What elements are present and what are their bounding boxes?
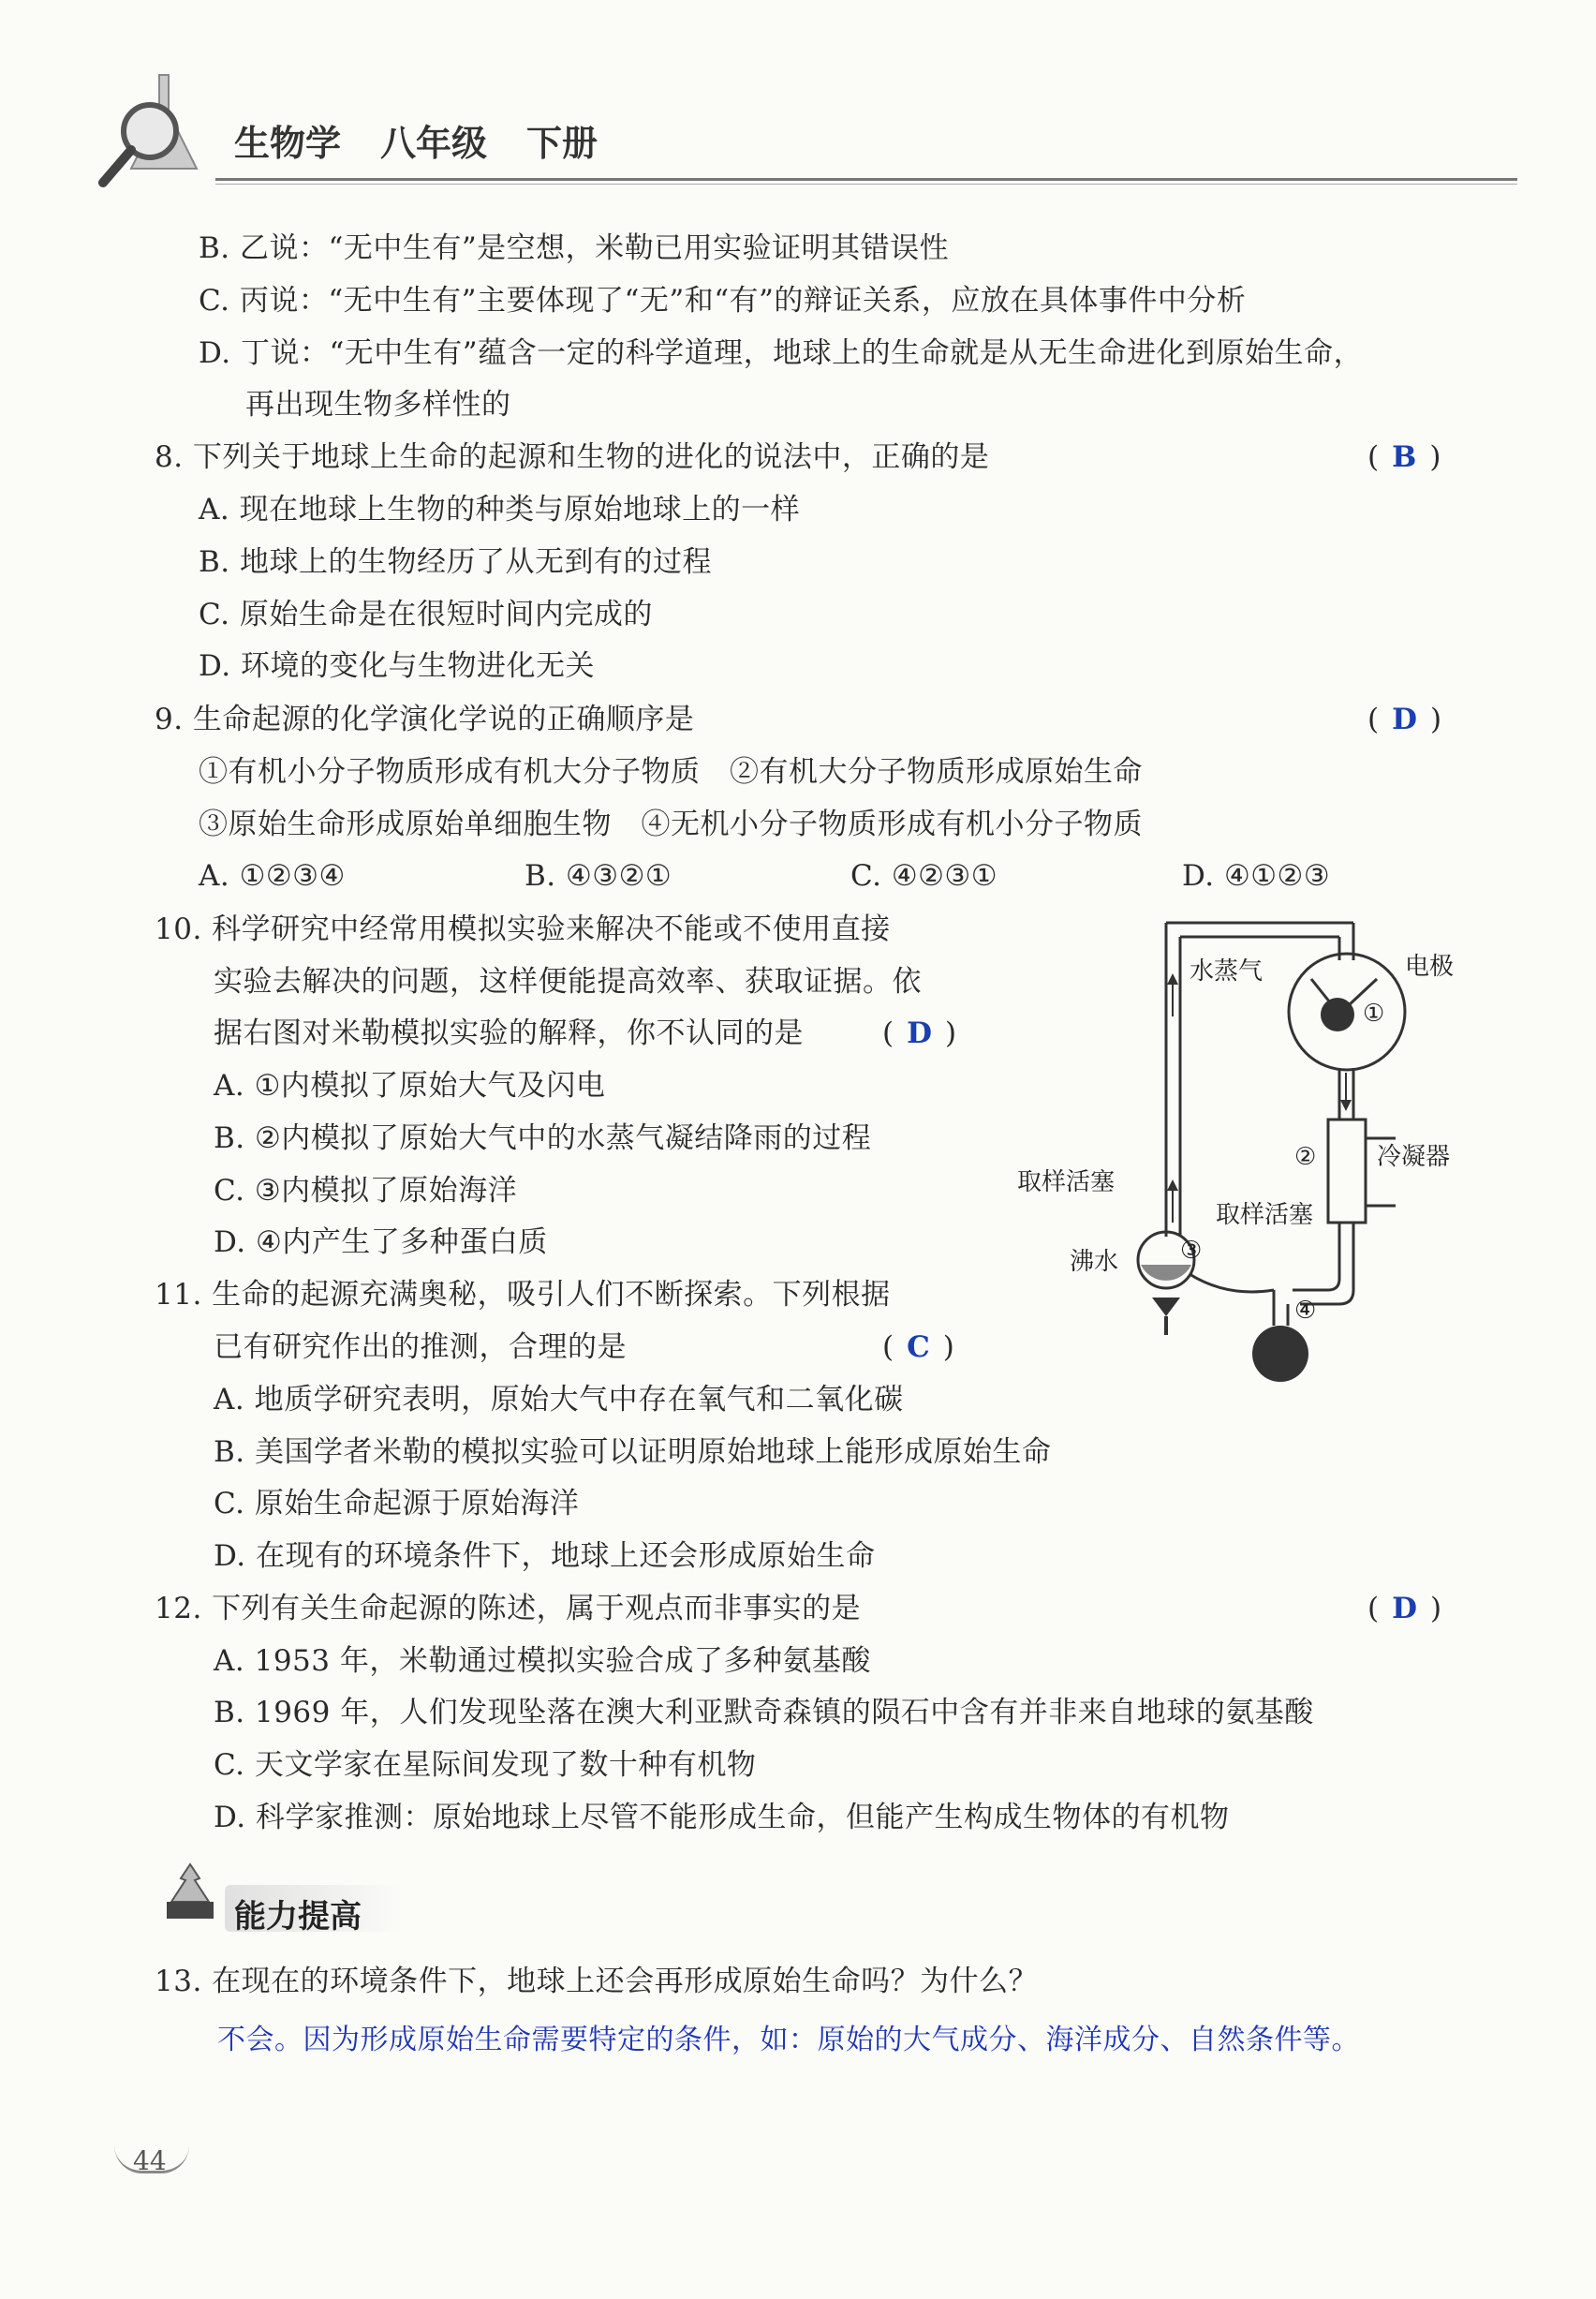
header-volume: 下册 — [526, 123, 598, 164]
section-title: 能力提高 — [234, 1898, 362, 1936]
q8-option-c: C. 原始生命是在很短时间内完成的 — [199, 598, 653, 631]
q10-option-a: A. ①内模拟了原始大气及闪电 — [214, 1069, 606, 1103]
q12-answer: ( D ) — [1367, 1592, 1442, 1625]
q10-stem-3: 据右图对米勒模拟实验的解释，你不认同的是 — [214, 1016, 804, 1050]
q12-option-d: D. 科学家推测：原始地球上尽管不能形成生命，但能产生构成生物体的有机物 — [214, 1801, 1230, 1834]
q11-option-a: A. 地质学研究表明，原始大气中存在氧气和二氧化碳 — [214, 1383, 904, 1416]
q12-stem: 12. 下列有关生命起源的陈述，属于观点而非事实的是 — [155, 1592, 862, 1625]
q11-answer: ( C ) — [882, 1330, 954, 1364]
q9-stem: 9. 生命起源的化学演化学说的正确顺序是 — [155, 703, 695, 736]
q9-option-c: C. ④②③① — [850, 859, 998, 893]
q12-option-c: C. 天文学家在星际间发现了数十种有机物 — [214, 1748, 757, 1782]
q11-option-b: B. 美国学者米勒的模拟实验可以证明原始地球上能形成原始生命 — [214, 1435, 1052, 1469]
header-rule — [215, 178, 1517, 181]
header-grade: 八年级 — [380, 123, 488, 164]
q9-item-2: ③原始生命形成原始单细胞生物 ④无机小分子物质形成有机小分子物质 — [199, 808, 1143, 841]
label-sampling-right: 取样活塞 — [1216, 1201, 1314, 1229]
label-n3: ③ — [1180, 1237, 1203, 1265]
section-icon — [157, 1860, 223, 1925]
q8-option-a: A. 现在地球上生物的种类与原始地球上的一样 — [199, 493, 801, 527]
collection-flask — [1252, 1326, 1308, 1382]
q7-option-c: C. 丙说：“无中生有”主要体现了“无”和“有”的辩证关系，应放在具体事件中分析 — [199, 284, 1247, 318]
q12-option-b: B. 1969 年，人们发现坠落在澳大利亚默奇森镇的陨石中含有并非来自地球的氨基酸 — [214, 1696, 1314, 1729]
q10-option-d: D. ④内产生了多种蛋白质 — [214, 1225, 548, 1259]
header-logo-icon — [94, 56, 234, 197]
q11-option-d: D. 在现有的环境条件下，地球上还会形成原始生命 — [214, 1539, 876, 1573]
q7-option-d-cont: 再出现生物多样性的 — [245, 388, 511, 422]
q8-option-b: B. 地球上的生物经历了从无到有的过程 — [199, 545, 712, 579]
q10-stem-1: 10. 科学研究中经常用模拟实验来解决不能或不使用直接 — [155, 912, 891, 946]
header-title — [234, 114, 637, 166]
q8-option-d: D. 环境的变化与生物进化无关 — [199, 649, 595, 683]
header-subject: 生物学 — [234, 123, 342, 164]
condenser-jacket — [1328, 1120, 1366, 1223]
q10-stem-2: 实验去解决的问题，这样便能提高效率、获取证据。依 — [214, 965, 922, 999]
q9-option-b: B. ④③②① — [525, 859, 672, 893]
q12-option-a: A. 1953 年，米勒通过模拟实验合成了多种氨基酸 — [214, 1644, 871, 1678]
miller-apparatus-diagram — [1002, 904, 1489, 1391]
label-condenser: 冷凝器 — [1377, 1143, 1451, 1171]
label-vapor: 水蒸气 — [1190, 957, 1264, 986]
q13-stem: 13. 在现在的环境条件下，地球上还会再形成原始生命吗？为什么？ — [155, 1965, 1039, 1998]
label-boiling: 沸水 — [1070, 1248, 1119, 1276]
label-n1: ① — [1363, 1000, 1385, 1028]
page-number: 44 — [133, 2145, 167, 2176]
q9-item-1: ①有机小分子物质形成有机大分子物质 ②有机大分子物质形成原始生命 — [199, 755, 1143, 789]
q8-stem: 8. 下列关于地球上生命的起源和生物的进化的说法中，正确的是 — [155, 440, 990, 474]
q7-option-b: B. 乙说：“无中生有”是空想，米勒已用实验证明其错误性 — [199, 231, 950, 265]
q10-option-b: B. ②内模拟了原始大气中的水蒸气凝结降雨的过程 — [214, 1121, 872, 1155]
label-n4: ④ — [1294, 1297, 1317, 1325]
q10-option-c: C. ③内模拟了原始海洋 — [214, 1174, 518, 1208]
q7-option-d: D. 丁说：“无中生有”蕴含一定的科学道理，地球上的生命就是从无生命进化到原始生命， — [199, 336, 1364, 370]
q9-option-d: D. ④①②③ — [1182, 859, 1331, 893]
q9-option-a: A. ①②③④ — [199, 859, 346, 893]
header-rule-thin — [215, 184, 1517, 185]
label-electrode: 电极 — [1405, 953, 1455, 981]
q10-answer: ( D ) — [882, 1016, 957, 1050]
q8-answer: ( B ) — [1367, 440, 1441, 474]
q9-answer: ( D ) — [1367, 703, 1442, 736]
q11-stem-2: 已有研究作出的推测，合理的是 — [214, 1330, 627, 1364]
q11-option-c: C. 原始生命起源于原始海洋 — [214, 1487, 580, 1520]
q11-stem-1: 11. 生命的起源充满奥秘，吸引人们不断探索。下列根据 — [155, 1278, 891, 1312]
label-sampling-left: 取样活塞 — [1017, 1168, 1116, 1196]
q13-answer: 不会。因为形成原始生命需要特定的条件，如：原始的大气成分、海洋成分、自然条件等。 — [217, 2024, 1360, 2056]
label-n2: ② — [1294, 1143, 1317, 1171]
